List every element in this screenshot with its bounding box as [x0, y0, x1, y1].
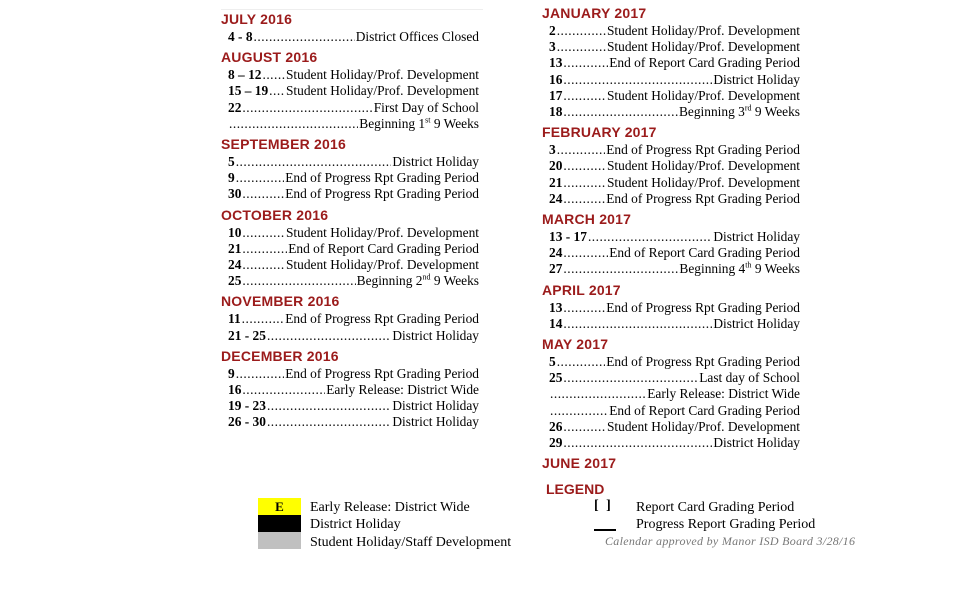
event-row [549, 435, 800, 451]
event-text: Student Holiday/Prof. Development [285, 257, 479, 273]
event-description [609, 403, 800, 419]
event-row [228, 257, 479, 273]
event-description [285, 366, 479, 382]
dot-leader [557, 354, 606, 370]
event-description [713, 229, 800, 245]
event-list [549, 300, 800, 332]
dot-leader [563, 370, 698, 386]
event-row [228, 328, 479, 344]
event-description [285, 311, 479, 327]
calendar-column-left [221, 10, 479, 434]
event-description [606, 300, 800, 316]
event-date: 4 - 8 [228, 29, 253, 44]
event-text: Student Holiday/Prof. Development [285, 224, 479, 240]
student-holiday-swatch [258, 532, 301, 549]
event-text: Student Holiday/Prof. Development [606, 23, 800, 38]
event-date: 16 [549, 71, 563, 87]
event-date: 21 [228, 240, 242, 256]
event-row [549, 229, 800, 245]
event-row [549, 354, 800, 370]
event-list [549, 142, 800, 207]
event-row [228, 273, 479, 289]
event-text: District Holiday [713, 71, 800, 87]
report-card-label: Report Card Grading Period [636, 500, 795, 515]
event-list [549, 354, 800, 451]
event-row [228, 100, 479, 116]
event-text: District Holiday [392, 414, 479, 430]
event-text: Early Release: District Wide [647, 386, 800, 402]
event-list [549, 229, 800, 278]
event-text: End of Report Card Grading Period [609, 245, 800, 261]
ordinal-suffix: rd [744, 103, 752, 113]
dot-leader [242, 186, 284, 202]
event-date: 13 [549, 299, 563, 315]
event-description [357, 273, 479, 289]
event-text: District Holiday [713, 435, 800, 451]
event-row [549, 370, 800, 386]
event-description [326, 382, 479, 398]
event-description [606, 191, 800, 207]
event-row [549, 39, 800, 55]
event-text-suffix: 9 Weeks [430, 115, 479, 131]
event-row [228, 29, 479, 45]
event-date: 29 [549, 435, 563, 451]
event-text: End of Report Card Grading Period [609, 402, 800, 418]
event-list [228, 29, 479, 45]
event-row [549, 191, 800, 207]
event-description [285, 186, 479, 202]
event-date: 3 [549, 39, 556, 55]
event-row [228, 241, 479, 257]
event-description [606, 142, 800, 158]
dot-leader [262, 67, 284, 83]
event-date: 13 [549, 55, 563, 71]
event-description [359, 116, 479, 132]
event-list [549, 23, 800, 120]
event-list [228, 67, 479, 132]
event-description [713, 435, 800, 451]
dot-leader [242, 100, 372, 116]
dot-leader [588, 229, 712, 245]
dot-leader [563, 419, 606, 435]
dot-leader [242, 382, 325, 398]
event-text: District Holiday [392, 327, 479, 343]
event-row [549, 158, 800, 174]
dot-leader [563, 191, 605, 207]
month-heading: MARCH 2017 [542, 211, 632, 228]
event-date: 26 - 30 [228, 414, 266, 430]
report-card-bracket-icon: [ ] [594, 498, 613, 513]
event-text: Beginning 2 [356, 273, 423, 289]
event-row [228, 170, 479, 186]
event-date: 5 [549, 354, 556, 370]
event-text: First Day of School [373, 99, 479, 115]
event-text: District Holiday [713, 315, 800, 331]
event-description [679, 261, 800, 277]
event-description [606, 354, 800, 370]
event-description [609, 55, 800, 71]
event-date: 25 [228, 273, 242, 289]
event-date: 22 [228, 99, 242, 115]
dot-leader [242, 257, 285, 273]
event-row [228, 83, 479, 99]
event-description [699, 370, 800, 386]
event-row [549, 316, 800, 332]
dot-leader [242, 241, 287, 257]
dot-leader [236, 170, 285, 186]
dot-leader [563, 175, 606, 191]
event-text: End of Report Card Grading Period [288, 240, 479, 256]
event-description [647, 386, 800, 402]
dot-leader [563, 316, 712, 332]
event-text: District Offices Closed [355, 29, 479, 44]
event-text: End of Progress Rpt Grading Period [606, 142, 800, 158]
student-holiday-label: Student Holiday/Staff Development [310, 535, 512, 550]
event-date: 24 [549, 245, 563, 261]
event-text-suffix: 9 Weeks [430, 273, 479, 289]
ordinal-suffix: st [425, 115, 431, 125]
event-description [607, 23, 800, 39]
event-text: Beginning 4 [679, 261, 746, 277]
legend-title: LEGEND [546, 481, 605, 497]
event-text: Student Holiday/Prof. Development [606, 418, 800, 434]
event-description [392, 398, 479, 414]
ordinal-suffix: nd [422, 272, 431, 282]
event-row [549, 403, 800, 419]
event-date: 17 [549, 87, 563, 103]
event-text: Student Holiday/Prof. Development [606, 158, 800, 174]
event-description [356, 29, 479, 45]
event-row [549, 55, 800, 71]
event-row [228, 311, 479, 327]
event-date: 21 - 25 [228, 327, 266, 343]
month-heading: MAY 2017 [542, 336, 609, 353]
event-date: 24 [228, 257, 242, 273]
dot-leader [563, 435, 712, 451]
month-heading: JUNE 2017 [542, 455, 617, 472]
month-heading: JANUARY 2017 [542, 5, 647, 21]
month-heading: FEBRUARY 2017 [542, 124, 657, 141]
month-heading: SEPTEMBER 2016 [221, 136, 346, 153]
ordinal-suffix: th [745, 260, 752, 270]
event-date: 26 [549, 418, 563, 434]
event-list [228, 154, 479, 203]
event-row [549, 142, 800, 158]
month-heading: JULY 2016 [221, 11, 293, 27]
dot-leader [563, 104, 678, 120]
event-text: End of Progress Rpt Grading Period [606, 299, 800, 315]
event-date: 19 - 23 [228, 398, 266, 414]
event-row [228, 67, 479, 83]
event-row [228, 398, 479, 414]
dot-leader [267, 398, 391, 414]
event-row [228, 414, 479, 430]
event-date: 13 - 17 [549, 229, 587, 245]
event-description [607, 158, 800, 174]
calendar-column-right [542, 4, 800, 475]
district-holiday-label: District Holiday [310, 517, 401, 532]
event-date: 25 [549, 370, 563, 386]
event-description [374, 100, 479, 116]
event-text: Last day of School [699, 370, 800, 386]
event-row [549, 72, 800, 88]
event-text: End of Progress Rpt Grading Period [285, 170, 479, 186]
event-date: 5 [228, 154, 235, 170]
event-date: 30 [228, 186, 242, 202]
month-heading: OCTOBER 2016 [221, 206, 329, 223]
event-date: 21 [549, 174, 563, 190]
district-holiday-swatch [258, 515, 301, 532]
event-row [228, 186, 479, 202]
event-text: Beginning 1 [359, 115, 426, 131]
event-description [713, 316, 800, 332]
event-text: Early Release: District Wide [326, 382, 479, 398]
event-text: District Holiday [392, 398, 479, 414]
event-description [607, 39, 800, 55]
dot-leader [236, 366, 285, 382]
dot-leader [267, 328, 391, 344]
progress-report-label: Progress Report Grading Period [636, 517, 816, 532]
dot-leader [269, 83, 285, 99]
dot-leader [563, 88, 606, 104]
event-list [228, 225, 479, 290]
event-date: 20 [549, 158, 563, 174]
dot-leader [229, 116, 358, 132]
event-row [549, 245, 800, 261]
event-date: 2 [549, 23, 556, 38]
event-row [549, 104, 800, 120]
event-text: District Holiday [392, 154, 479, 170]
event-description [285, 170, 479, 186]
event-date: 10 [228, 224, 242, 240]
event-description [392, 154, 479, 170]
event-list [228, 366, 479, 431]
event-description [286, 83, 479, 99]
dot-leader [242, 273, 355, 289]
event-text: Beginning 3 [678, 104, 745, 120]
dot-leader [242, 225, 285, 241]
event-date: 15 – 19 [228, 83, 269, 99]
event-text-suffix: 9 Weeks [751, 261, 800, 277]
event-text: Student Holiday/Prof. Development [606, 174, 800, 190]
event-row [228, 366, 479, 382]
dot-leader [557, 23, 606, 39]
event-text: Student Holiday/Prof. Development [285, 83, 479, 99]
event-description [286, 67, 479, 83]
event-description [392, 328, 479, 344]
dot-leader [563, 72, 712, 88]
event-row [549, 300, 800, 316]
event-text: District Holiday [713, 229, 800, 245]
event-row [549, 88, 800, 104]
event-description [607, 88, 800, 104]
event-date: 27 [549, 261, 563, 277]
event-row [228, 382, 479, 398]
month-heading: APRIL 2017 [542, 281, 621, 298]
dot-leader [563, 55, 608, 71]
event-text: End of Progress Rpt Grading Period [285, 186, 479, 202]
event-text: Student Holiday/Prof. Development [285, 67, 479, 83]
event-text-suffix: 9 Weeks [751, 104, 800, 120]
event-description [607, 175, 800, 191]
event-row [549, 419, 800, 435]
event-text: End of Progress Rpt Grading Period [606, 354, 800, 370]
event-description [713, 72, 800, 88]
event-row [549, 23, 800, 39]
event-row [228, 154, 479, 170]
dot-leader [267, 414, 391, 430]
event-list [228, 311, 479, 343]
event-row [549, 175, 800, 191]
month-heading: DECEMBER 2016 [221, 347, 339, 364]
month-heading: NOVEMBER 2016 [221, 293, 340, 310]
dot-leader [242, 311, 285, 327]
progress-report-underline-icon [594, 529, 616, 531]
dot-leader [550, 403, 608, 419]
event-description [286, 257, 479, 273]
early-release-label: Early Release: District Wide [310, 500, 470, 515]
dot-leader [563, 300, 605, 316]
dot-leader [557, 142, 606, 158]
early-release-swatch: E [258, 498, 301, 515]
event-row [549, 261, 800, 277]
event-text: Student Holiday/Prof. Development [606, 87, 800, 103]
event-date: 9 [228, 365, 235, 381]
event-text: Student Holiday/Prof. Development [606, 39, 800, 55]
event-date: 3 [549, 142, 556, 158]
event-row [228, 225, 479, 241]
event-date: 18 [549, 104, 563, 120]
dot-leader [550, 386, 646, 402]
event-row [549, 386, 800, 402]
event-description [288, 241, 479, 257]
event-date: 16 [228, 382, 242, 398]
event-description [607, 419, 800, 435]
event-date: 8 – 12 [228, 67, 262, 83]
event-description [286, 225, 479, 241]
event-row [228, 116, 479, 132]
event-description [609, 245, 800, 261]
dot-leader [557, 39, 606, 55]
dot-leader [563, 245, 608, 261]
event-text: End of Progress Rpt Grading Period [285, 365, 479, 381]
dot-leader [563, 261, 678, 277]
event-text: End of Progress Rpt Grading Period [285, 311, 479, 327]
dot-leader [254, 29, 355, 45]
event-text: End of Progress Rpt Grading Period [606, 190, 800, 206]
dot-leader [236, 154, 392, 170]
approval-note: Calendar approved by Manor ISD Board 3/28/16 [605, 534, 856, 548]
event-date: 9 [228, 170, 235, 186]
event-date: 24 [549, 190, 563, 206]
event-text: End of Report Card Grading Period [609, 55, 800, 71]
month-heading: AUGUST 2016 [221, 49, 318, 66]
dot-leader [563, 158, 606, 174]
event-description [679, 104, 800, 120]
event-date: 14 [549, 315, 563, 331]
event-date: 11 [228, 311, 241, 327]
event-description [392, 414, 479, 430]
